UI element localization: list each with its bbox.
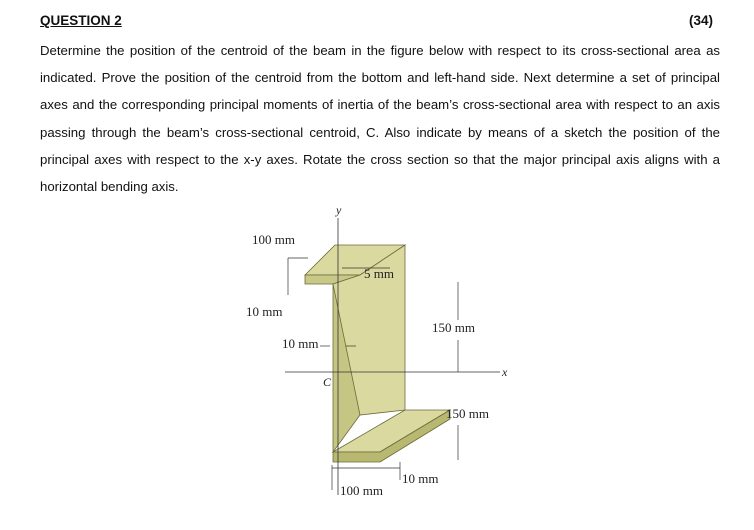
dim-top-flange-thickness: 10 mm bbox=[246, 304, 283, 319]
y-axis-label: y bbox=[336, 203, 342, 217]
question-body: Determine the position of the centroid of the beam in the figure below with respect to its cross-sectional area as indicated. Prove the position of the centroid from the bottom and left-hand side. Next determine a set of principal axes and the corresponding principal moments of inertia of the beam’s cross-sectional area with respect to an axis passing through the beam’s cross-sectional centroid, C. Also indicate by means of a sketch the position of the principal axes with respect to the x-y axes. Rotate the cross section so that the major principal axis aligns with a horizontal bending axis. bbox=[40, 43, 720, 195]
dim-web-thickness: 5 mm bbox=[364, 266, 394, 281]
x-axis-label: x bbox=[502, 365, 508, 379]
question-marks: (34) bbox=[688, 13, 713, 28]
dim-top-flange-width: 100 mm bbox=[252, 232, 295, 247]
dim-bottom-flange-width: 100 mm bbox=[340, 483, 383, 498]
dim-web-offset: 10 mm bbox=[282, 336, 319, 351]
dim-upper-height: 150 mm bbox=[432, 320, 475, 335]
dim-lower-height: 150 mm bbox=[446, 406, 489, 421]
centroid-label: C bbox=[323, 375, 332, 389]
beam-diagram bbox=[230, 200, 530, 510]
beam-cross-section-figure bbox=[230, 200, 530, 510]
dim-bottom-flange-thickness: 10 mm bbox=[402, 471, 439, 486]
question-title: QUESTION 2 bbox=[40, 13, 122, 28]
